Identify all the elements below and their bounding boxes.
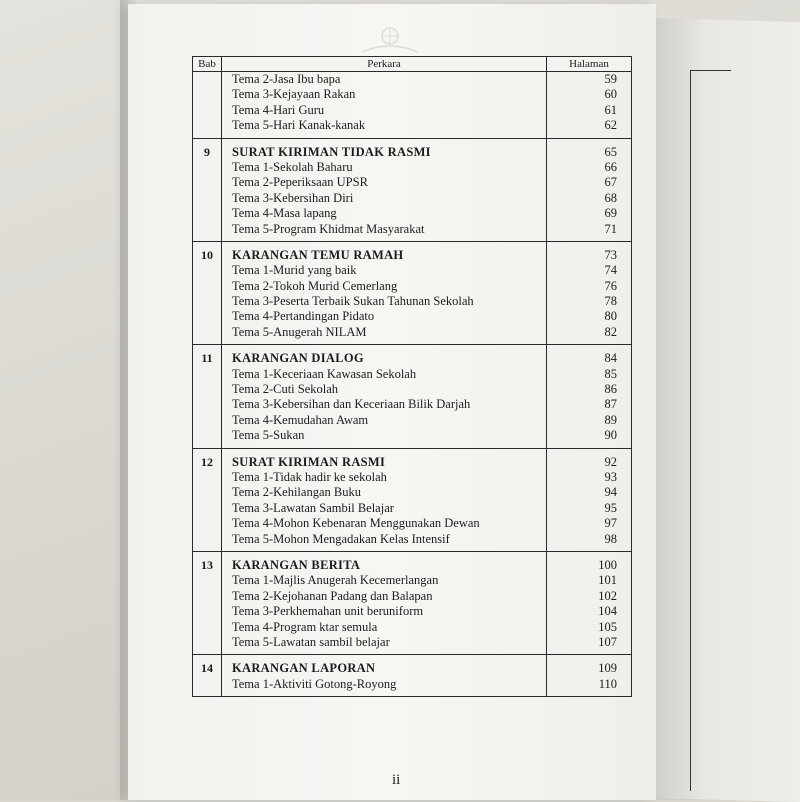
toc-item-label: Tema 1-Keceriaan Kawasan Sekolah <box>232 366 417 381</box>
section-title-page: 84 <box>604 351 617 366</box>
toc-item-label: Tema 4-Masa lapang <box>232 206 337 221</box>
toc-item-page: 62 <box>604 118 617 133</box>
toc-section <box>193 551 632 654</box>
section-title-page: 73 <box>604 247 617 262</box>
toc-item-page: 107 <box>598 634 617 649</box>
toc-item-page: 68 <box>604 190 617 205</box>
toc-item-page: 104 <box>598 604 617 619</box>
section-perkara <box>222 551 547 654</box>
section-perkara <box>222 345 547 448</box>
toc-section <box>193 72 632 139</box>
toc-item-label: Tema 4-Pertandingan Pidato <box>232 309 375 324</box>
section-halaman <box>547 655 632 697</box>
toc-item-page: 102 <box>598 588 617 603</box>
toc-item-page: 60 <box>604 87 617 102</box>
toc-item-label: Tema 3-Kejayaan Rakan <box>232 87 356 102</box>
section-halaman <box>547 138 632 241</box>
toc-item-page: 105 <box>598 619 617 634</box>
toc-item-label: Tema 1-Majlis Anugerah Kecemerlangan <box>232 573 439 588</box>
toc-item-page: 66 <box>604 159 617 174</box>
section-perkara <box>222 72 547 139</box>
toc-header-row <box>193 57 632 72</box>
toc-item-page: 95 <box>604 500 617 515</box>
toc-item-label: Tema 1-Aktiviti Gotong-Royong <box>232 676 397 691</box>
toc-item-label: Tema 4-Program ktar semula <box>232 619 378 634</box>
section-title: KARANGAN TEMU RAMAH <box>232 247 404 262</box>
toc-item-label: Tema 3-Perkhemahan unit beruniform <box>232 604 424 619</box>
toc-item-label: Tema 4-Mohon Kebenaran Menggunakan Dewan <box>232 516 480 531</box>
toc-item-page: 93 <box>604 469 617 484</box>
toc-item-label: Tema 2-Tokoh Murid Cemerlang <box>232 278 398 293</box>
toc-item-label: Tema 5-Anugerah NILAM <box>232 324 367 339</box>
toc-item-page: 71 <box>604 221 617 236</box>
toc-item-label: Tema 2-Jasa Ibu bapa <box>232 72 341 86</box>
section-perkara <box>222 655 547 697</box>
toc-item-label: Tema 2-Kejohanan Padang dan Balapan <box>232 588 433 603</box>
section-perkara <box>222 138 547 241</box>
section-title-page: 65 <box>604 144 617 159</box>
toc-item-label: Tema 5-Mohon Mengadakan Kelas Intensif <box>232 531 450 546</box>
toc-item-label: Tema 3-Lawatan Sambil Belajar <box>232 500 394 515</box>
toc-section <box>193 655 632 697</box>
toc-section <box>193 345 632 448</box>
toc-item-page: 78 <box>604 294 617 309</box>
section-perkara <box>222 448 547 551</box>
toc-item-label: Tema 2-Kehilangan Buku <box>232 485 361 500</box>
section-bab-number: 13 <box>193 551 222 654</box>
section-halaman <box>547 72 632 139</box>
toc-section <box>193 241 632 344</box>
section-bab-number: 14 <box>193 655 222 697</box>
section-title-page: 100 <box>598 557 617 572</box>
section-bab-number: 11 <box>193 345 222 448</box>
toc-item-page: 110 <box>598 676 617 691</box>
watermark-ornament-icon <box>360 22 420 56</box>
section-title-page: 109 <box>598 661 617 676</box>
table-of-contents <box>192 56 632 697</box>
section-bab-number: 12 <box>193 448 222 551</box>
header-perkara: Perkara <box>222 57 547 72</box>
section-halaman <box>547 241 632 344</box>
section-bab-number: 9 <box>193 138 222 241</box>
header-halaman: Halaman <box>547 57 632 72</box>
section-title: SURAT KIRIMAN RASMI <box>232 454 386 469</box>
toc-item-page: 69 <box>604 206 617 221</box>
facing-page-table-edge <box>690 70 731 791</box>
toc-item-label: Tema 4-Hari Guru <box>232 102 325 117</box>
toc-item-label: Tema 5-Lawatan sambil belajar <box>232 634 390 649</box>
section-title: KARANGAN BERITA <box>232 557 361 572</box>
toc-item-label: Tema 3-Peserta Terbaik Sukan Tahunan Sekolah <box>232 294 474 309</box>
toc-item-page: 98 <box>604 531 617 546</box>
toc-item-page: 85 <box>604 366 617 381</box>
toc-item-page: 94 <box>604 485 617 500</box>
toc-item-label: Tema 3-Kebersihan dan Keceriaan Bilik Darjah <box>232 397 471 412</box>
toc-item-page: 80 <box>604 309 617 324</box>
toc-item-page: 89 <box>604 412 617 427</box>
header-bab: Bab <box>193 57 222 72</box>
toc-item-page: 87 <box>604 397 617 412</box>
section-halaman <box>547 551 632 654</box>
toc-item-label: Tema 1-Tidak hadir ke sekolah <box>232 469 387 484</box>
toc-item-label: Tema 1-Sekolah Baharu <box>232 159 353 174</box>
toc-item-label: Tema 1-Murid yang baik <box>232 263 357 278</box>
section-halaman <box>547 448 632 551</box>
section-title: KARANGAN DIALOG <box>232 351 364 366</box>
section-bab-number: 10 <box>193 241 222 344</box>
toc-item-page: 61 <box>604 102 617 117</box>
toc-section <box>193 138 632 241</box>
toc-item-page: 76 <box>604 278 617 293</box>
toc-item-page: 101 <box>598 573 617 588</box>
toc-section <box>193 448 632 551</box>
toc-item-label: Tema 5-Hari Kanak-kanak <box>232 118 366 133</box>
section-title: SURAT KIRIMAN TIDAK RASMI <box>232 144 431 159</box>
toc-item-label: Tema 3-Kebersihan Diri <box>232 190 354 205</box>
section-title: KARANGAN LAPORAN <box>232 661 376 676</box>
toc-item-page: 67 <box>604 175 617 190</box>
toc-item-page: 90 <box>604 428 617 443</box>
toc-item-label: Tema 5-Program Khidmat Masyarakat <box>232 221 425 236</box>
section-perkara <box>222 241 547 344</box>
section-halaman <box>547 345 632 448</box>
toc-item-label: Tema 5-Sukan <box>232 428 305 443</box>
toc-item-page: 82 <box>604 324 617 339</box>
page-number: ii <box>392 772 401 788</box>
toc-item-label: Tema 2-Peperiksaan UPSR <box>232 175 368 190</box>
toc-item-page: 74 <box>604 263 617 278</box>
toc-item-label: Tema 4-Kemudahan Awam <box>232 412 369 427</box>
toc-item-page: 97 <box>604 516 617 531</box>
toc-item-label: Tema 2-Cuti Sekolah <box>232 382 339 397</box>
section-title-page: 92 <box>604 454 617 469</box>
section-bab-number <box>193 72 222 139</box>
toc-item-page: 86 <box>604 382 617 397</box>
toc-item-page: 59 <box>604 72 617 86</box>
